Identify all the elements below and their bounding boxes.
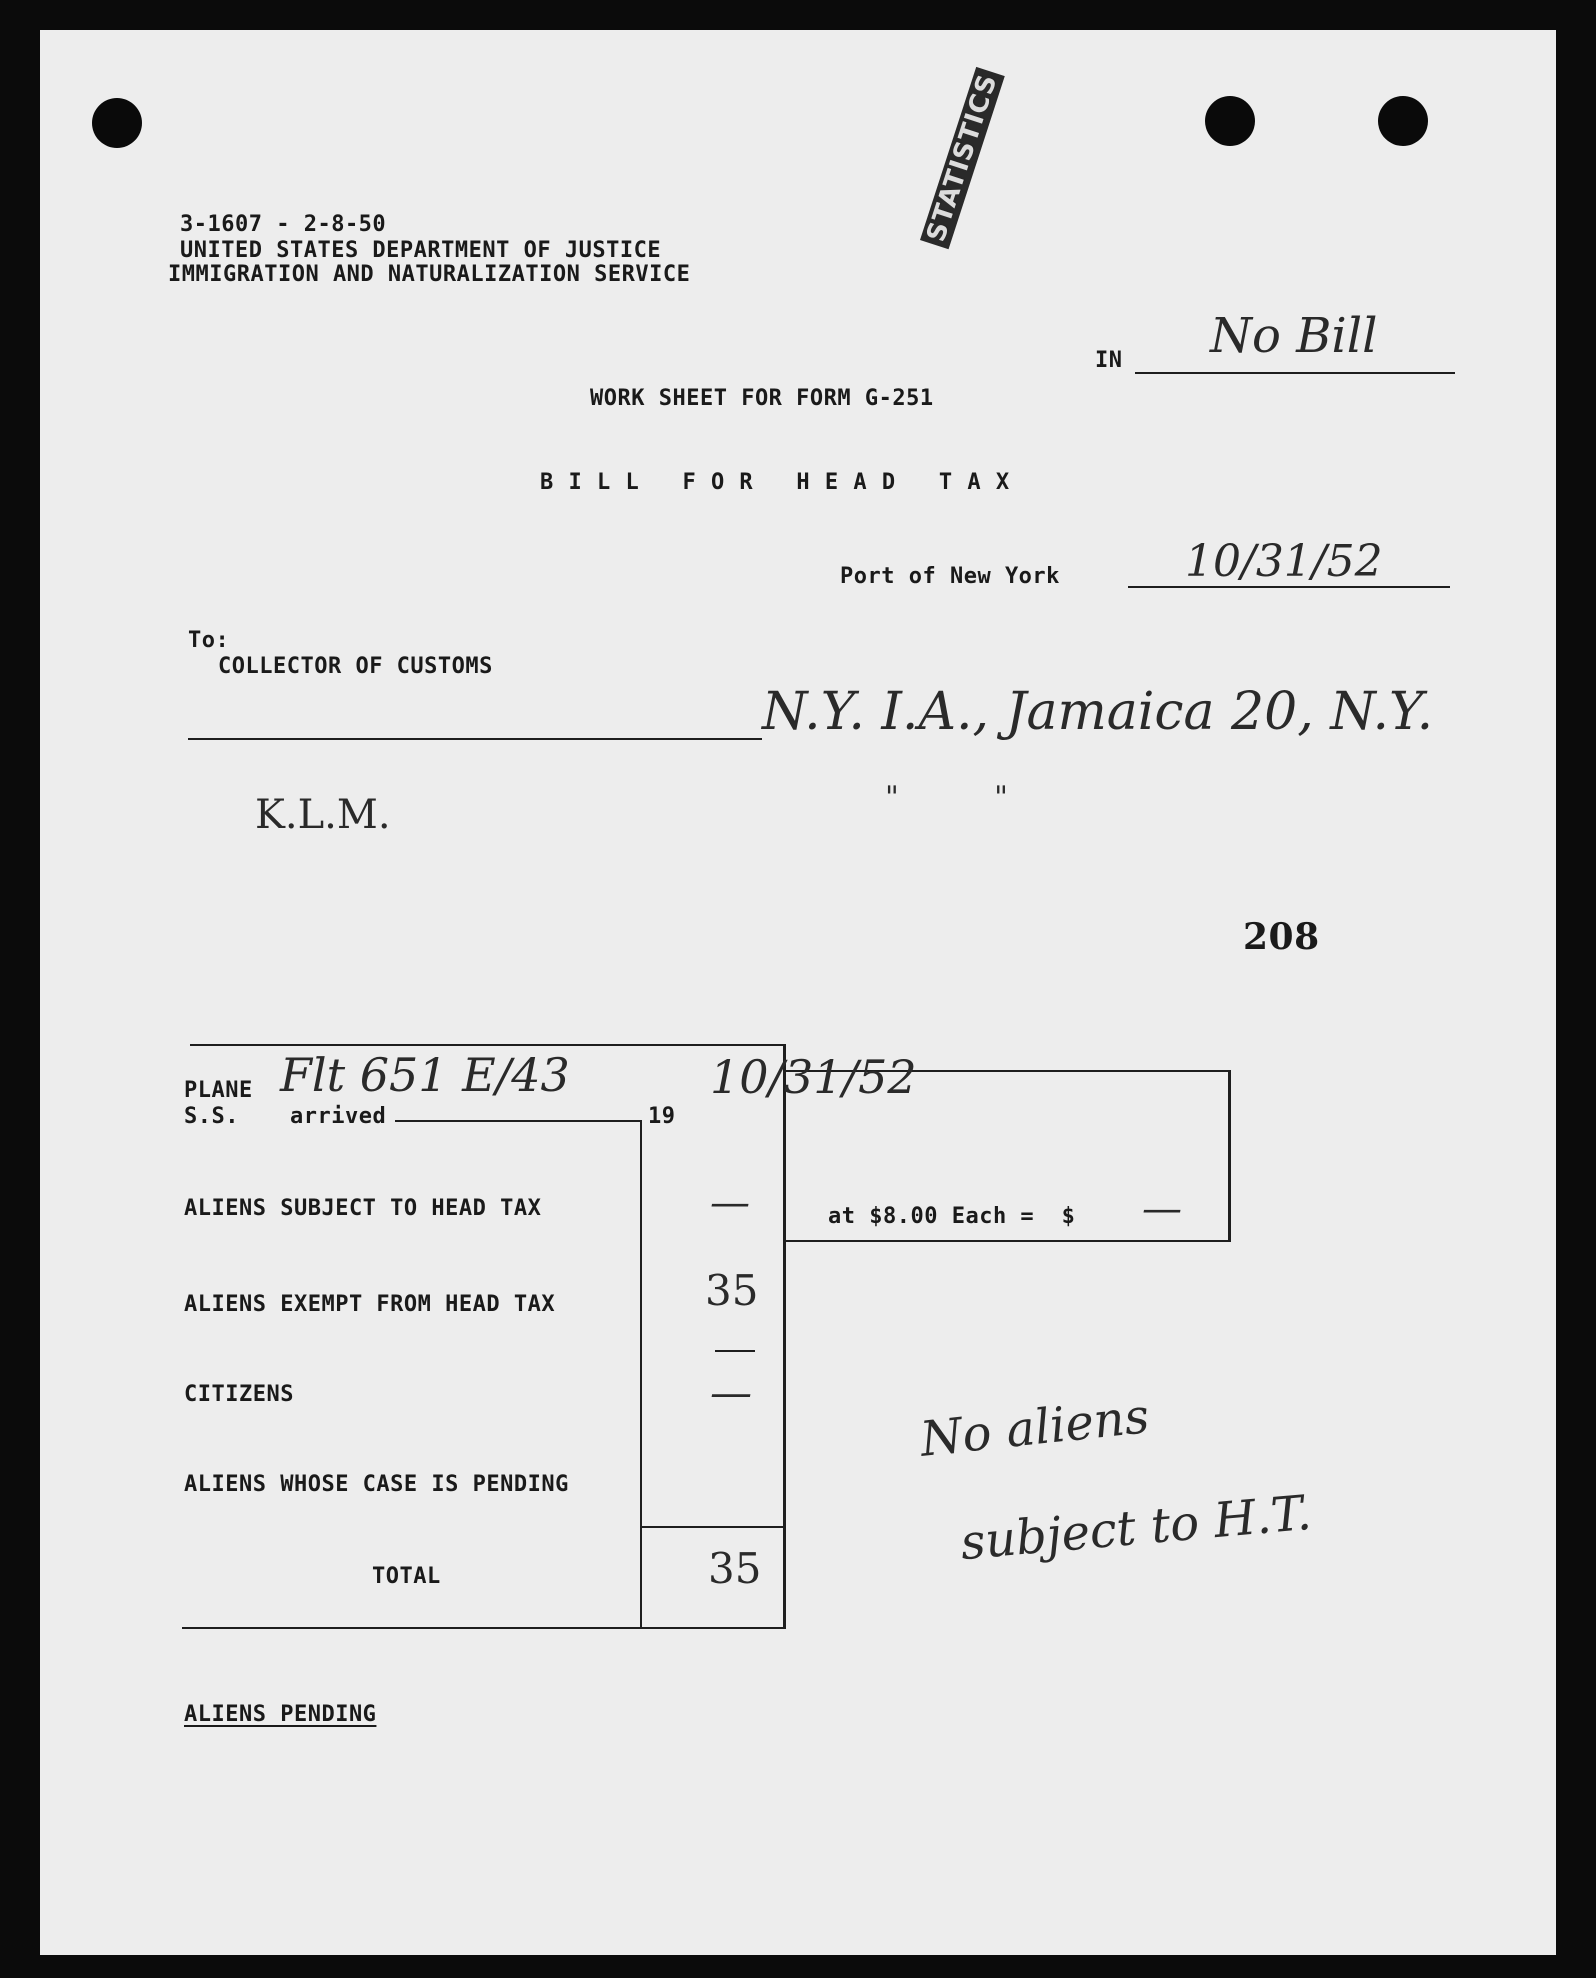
punch-hole-left [92,98,142,148]
row-value-exempt: 35 [705,1266,759,1315]
port-label: Port of New York [840,564,1060,589]
column-divider [640,1120,642,1629]
address-underline [188,738,762,740]
in-underline [1135,372,1455,374]
service-name: IMMIGRATION AND NATURALIZATION SERVICE [168,262,691,287]
document-sheet [40,30,1556,1955]
address-handwritten: N.Y. I.A., Jamaica 20, N.Y. [762,682,1434,742]
row-value-citizens: — [710,1368,752,1417]
rate-text: at $8.00 Each = $ [828,1204,1076,1229]
carrier-handwritten: K.L.M. [255,792,391,838]
exempt-dash [715,1350,755,1352]
row-value-subject: — [710,1180,750,1226]
table-bottom-line [182,1627,786,1629]
page-number: 208 [1243,916,1320,958]
in-label: IN [1095,348,1123,373]
total-value: 35 [708,1544,762,1593]
punch-hole-right-2 [1378,96,1428,146]
arrived-underline [395,1120,642,1122]
in-value: No Bill [1210,308,1378,364]
row-label-citizens: CITIZENS [184,1382,294,1407]
row-label-pending: ALIENS WHOSE CASE IS PENDING [184,1472,569,1497]
punch-hole-right-1 [1205,96,1255,146]
bill-title: B I L L F O R H E A D T A X [540,470,1011,495]
column-right-border [783,1044,786,1629]
ss-label: S.S. [184,1104,239,1129]
worksheet-title: WORK SHEET FOR FORM G-251 [590,386,934,411]
row-label-subject: ALIENS SUBJECT TO HEAD TAX [184,1196,542,1221]
rate-box-bottom [785,1240,1231,1242]
note-line-2: subject to H.T. [958,1484,1314,1572]
row-label-exempt: ALIENS EXEMPT FROM HEAD TAX [184,1292,556,1317]
port-date: 10/31/52 [1185,536,1383,587]
flight-number: Flt 651 E/43 [280,1048,570,1102]
statistics-stamp: STATISTICS [920,67,1005,250]
department-name: UNITED STATES DEPARTMENT OF JUSTICE [180,238,662,263]
aliens-pending-heading: ALIENS PENDING [184,1702,377,1727]
note-line-1: No aliens [917,1388,1152,1468]
rate-box-right [1228,1070,1231,1242]
table-top-line [190,1044,785,1046]
form-code: 3-1607 - 2-8-50 [180,212,387,237]
arrival-date: 10/31/52 [710,1050,917,1104]
plane-label: PLANE [184,1078,253,1103]
recipient: COLLECTOR OF CUSTOMS [218,654,493,679]
to-label: To: [188,628,230,653]
rate-amount: — [1142,1186,1182,1232]
total-top-line [640,1526,785,1528]
ditto-marks: " " [885,780,1008,815]
year-prefix: 19 [648,1104,676,1129]
arrived-label: arrived [290,1104,387,1129]
total-label: TOTAL [372,1564,441,1589]
